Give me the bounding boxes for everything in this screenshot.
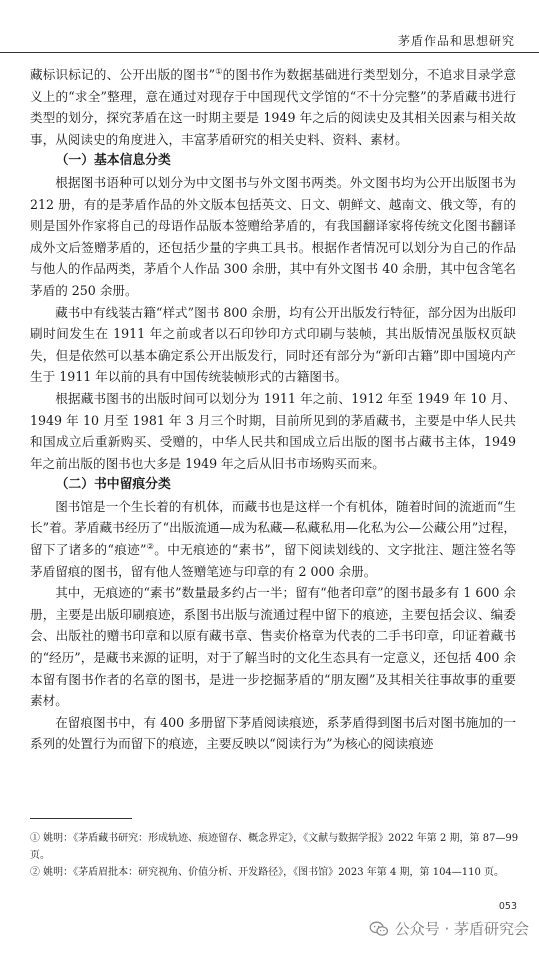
section-heading: （一）基本信息分类 [55,153,171,169]
paragraph-text: 的图书作为数据基础进行类型划分，不追求目录学意义上的“求全”整理，意在通过对现存于中国现代文学馆的“不十分完整”的茅盾藏书进行类型的划分，探究茅盾在这一时期主要是 1949 年之后的阅读史及其相关因素与相关故事，从阅读史的角度进入，丰富茅盾研究的相关史料、资料、素材。 [30,67,517,147]
paragraph [30,64,516,150]
paragraph: 藏书中有线装古籍“样式”图书 800 余册，均有公开出版发行特征，部分因为出版印刷时间发生在 1911 年之前或者以石印钞印方式印刷与装帧，其出版情况虽版权页缺失，但是依然可以基本确定系公开出版发行，同时还有部分为“新印古籍”即中国境内产生于 1911 年以前的具有中国传统装帧形式的古籍图书。 [30,304,516,385]
footnote: ① 姚明：《茅盾藏书研究：形成轨迹、痕迹留存、概念界定》，《文献与数据学报》2022 年第 2 期，第 87—99 页。 [30,833,519,861]
wechat-icon [369,921,389,937]
running-header: 茅盾作品和思想研究 [397,34,515,48]
paragraph: 其中，无痕迹的“素书”数量最多约占一半；留有“他者印章”的图书最多有 1 600 余册，主要是出版印刷痕迹，系图书出版与流通过程中留下的痕迹，主要包括会议、编委会、出版社的赠书印章和以原有藏书章、售卖价格章为代表的二手书印章，印证着藏书的“经历”，是藏书来源的证明，对于了解当时的文化生态具有一定意义，还包括 400 余本留有图书作者的名章的图书，是进一步挖掘茅盾的“朋友圈”及其相关往事故事的重要素材。 [30,585,516,709]
paragraph-text: 藏标识标记的、公开出版的图书” [30,67,216,82]
paragraph: 根据藏书图书的出版时间可以划分为 1911 年之前、1912 年至 1949 年 10 月、1949 年 10 月至 1981 年 3 月三个时期，目前所见到的茅盾藏书，主要是中华人民共和国成立后重新购买、受赠的，中华人民共和国成立后出版的图书占藏书主体，1949 年之前出版的图书也大多是 1949 年之后从旧书市场购买而来。 [30,390,516,471]
footnotes [30,830,520,881]
footnote: ② 姚明：《茅盾眉批本：研究视角、价值分析、开发路径》，《图书馆》2023 年第 4 期，第 104—110 页。 [30,867,505,878]
watermark [369,918,529,939]
paragraph [30,496,516,582]
footnote-ref: ② [146,541,155,551]
paragraph: 在留痕图书中，有 400 多册留下茅盾阅读痕迹，系茅盾得到图书后对图书施加的一系列的处置行为而留下的痕迹，主要反映以“阅读行为”为核心的阅读痕迹 [30,714,516,752]
watermark-text: 公众号 · 茅盾研究会 [394,920,529,938]
section-heading: （二）书中留痕分类 [55,477,171,493]
body-text [30,64,516,755]
paragraph-text: 图书馆是一个生长着的有机体，而藏书也是这样一个有机体，随着时间的流逝而“生长”着。茅盾藏书经历了“出版流通—成为私藏—私藏私用—化私为公—公藏公用”过程，留下了诸多的“痕迹” [30,498,516,558]
paragraph-text: 。中无痕迹的“素书”，留下阅读划线的、文字批注、题注签名等茅盾留痕的图书，留有他人签赠笔迹与印章的有 2 000 余册。 [30,542,516,579]
footnote-ref: ① [215,66,223,76]
footnote-rule [30,818,132,819]
paragraph: 根据图书语种可以划分为中文图书与外文图书两类。外文图书均为公开出版图书为 212 册，有的是茅盾作品的外文版本包括英文、日文、朝鲜文、越南文、俄文等，有的则是国外作家将自己的母语作品版本签赠给茅盾的，有我国翻译家将传统文化图书翻译成外文后签赠茅盾的，还包括少量的字典工具书。根据作者情况可以划分为自己的作品与他人的作品两类，茅盾个人作品 300 余册，其中有外文图书 40 余册，其中包含笔名茅盾的 250 余册。 [30,174,516,298]
page-number: 053 [498,901,517,912]
header-rule [0,52,539,53]
